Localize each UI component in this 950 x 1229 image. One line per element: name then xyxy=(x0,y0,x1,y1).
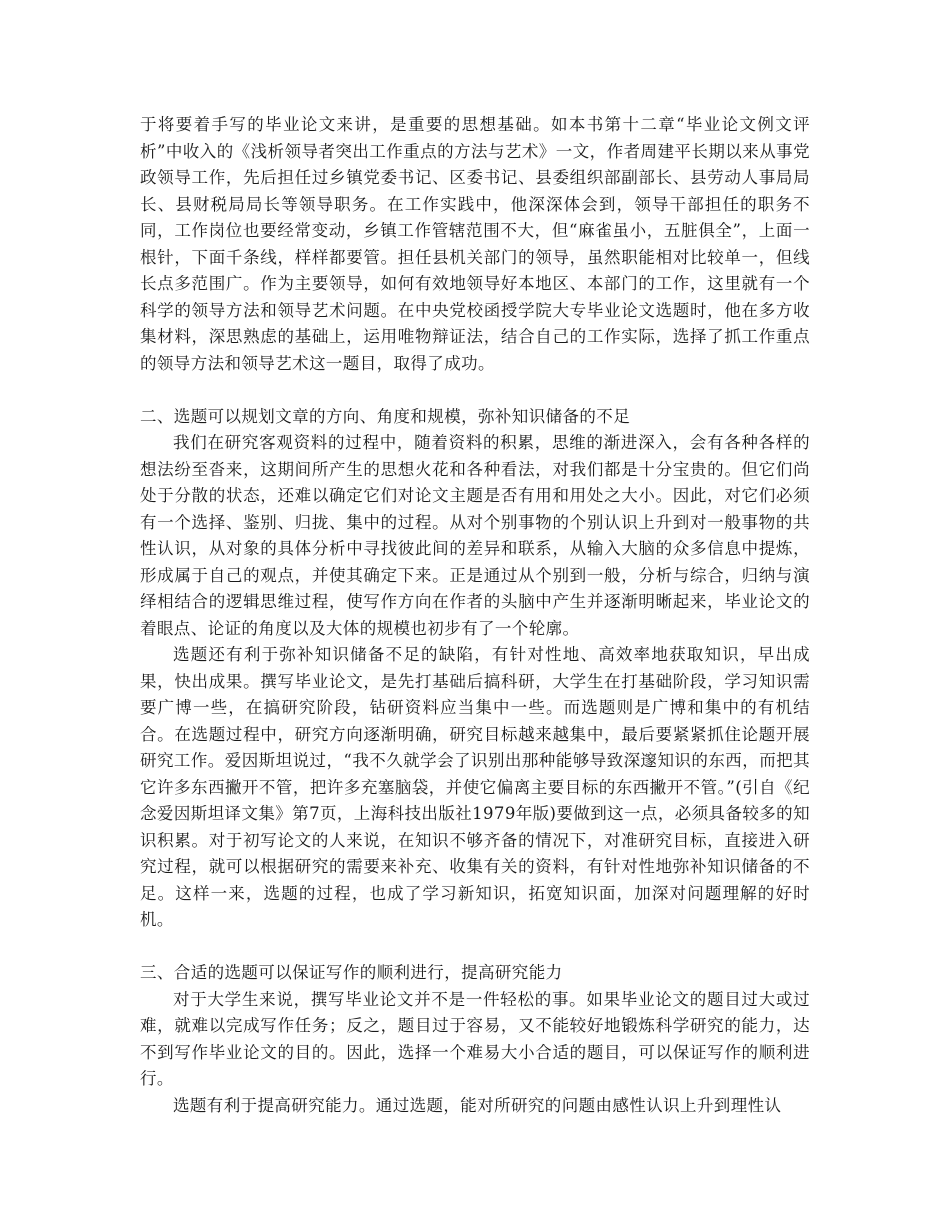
paragraph: 我们在研究客观资料的过程中，随着资料的积累，思维的渐进深入，会有各种各样的想法纷至沓来，这期间所产生的思想火花和各种看法，对我们都是十分宝贵的。但它们尚处于分散的状态，还难以确定它们对论文主题是否有用和用处之大小。因此，对它们必须有一个选择、鉴别、归拢、集中的过程。从对个别事物的个别认识上升到对一般事物的共性认识，从对象的具体分析中寻找彼此间的差异和联系，从输入大脑的众多信息中提炼，形成属于自己的观点，并使其确定下来。正是通过从个别到一般，分析与综合，归纳与演绎相结合的逻辑思维过程，使写作方向在作者的头脑中产生并逐渐明晰起来，毕业论文的着眼点、论证的角度以及大体的规模也初步有了一个轮廓。 xyxy=(140,433,810,638)
document-body xyxy=(140,112,810,1119)
section-heading: 三、合适的选题可以保证写作的顺利进行，提高研究能力 xyxy=(140,963,563,982)
section-heading: 二、选题可以规划文章的方向、角度和规模，弥补知识储备的不足 xyxy=(140,406,631,426)
paragraph: 选题有利于提高研究能力。通过选题，能对所研究的问题由感性认识上升到理性认 xyxy=(173,1095,782,1115)
paragraph: 对于大学生来说，撰写毕业论文并不是一件轻松的事。如果毕业论文的题目过大或过难，就难以完成写作任务；反之，题目过于容易，又不能较好地锻炼科学研究的能力，达不到写作毕业论文的目的。因此，选择一个难易大小合适的题目，可以保证写作的顺利进行。 xyxy=(140,989,810,1088)
paragraph: 于将要着手写的毕业论文来讲，是重要的思想基础。如本书第十二章“毕业论文例文评析”中收入的《浅析领导者突出工作重点的方法与艺术》一文，作者周建平长期以来从事党政领导工作，先后担任过乡镇党委书记、区委书记、县委组织部副部长、县劳动人事局局长、县财税局局长等领导职务。在工作实践中，他深深体会到，领导干部担任的职务不同，工作岗位也要经常变动，乡镇工作管辖范围不大，但“麻雀虽小，五脏俱全”，上面一根针，下面千条线，样样都要管。担任县机关部门的领导，虽然职能相对比较单一，但线长点多范围广。作为主要领导，如何有效地领导好本地区、本部门的工作，这里就有一个科学的领导方法和领导艺术问题。在中央党校函授学院大专毕业论文选题时，他在多方收集材料，深思熟虑的基础上，运用唯物辩证法，结合自己的工作实际，选择了抓工作重点的领导方法和领导艺术这一题目，取得了成功。 xyxy=(140,115,810,373)
paragraph: 选题还有利于弥补知识储备不足的缺陷，有针对性地、高效率地获取知识，早出成果，快出成果。撰写毕业论文，是先打基础后搞科研，大学生在打基础阶段，学习知识需要广博一些，在搞研究阶段，钻研资料应当集中一些。而选题则是广博和集中的有机结合。在选题过程中，研究方向逐渐明确，研究目标越来越集中，最后要紧紧抓住论题开展研究工作。爱因斯坦说过，“我不久就学会了识别出那种能够导致深邃知识的东西，而把其它许多东西撇开不管，把许多充塞脑袋，并使它偏离主要目标的东西撇开不管。”(引自《纪念爱因斯坦译文集》第7页，上海科技出版社1979年版)要做到这一点，必须具备较多的知识积累。对于初写论文的人来说，在知识不够齐备的情况下，对准研究目标，直接进入研究过程，就可以根据研究的需要来补充、收集有关的资料，有针对性地弥补知识储备的不足。这样一来，选题的过程，也成了学习新知识，拓宽知识面，加深对问题理解的好时机。 xyxy=(140,645,810,929)
